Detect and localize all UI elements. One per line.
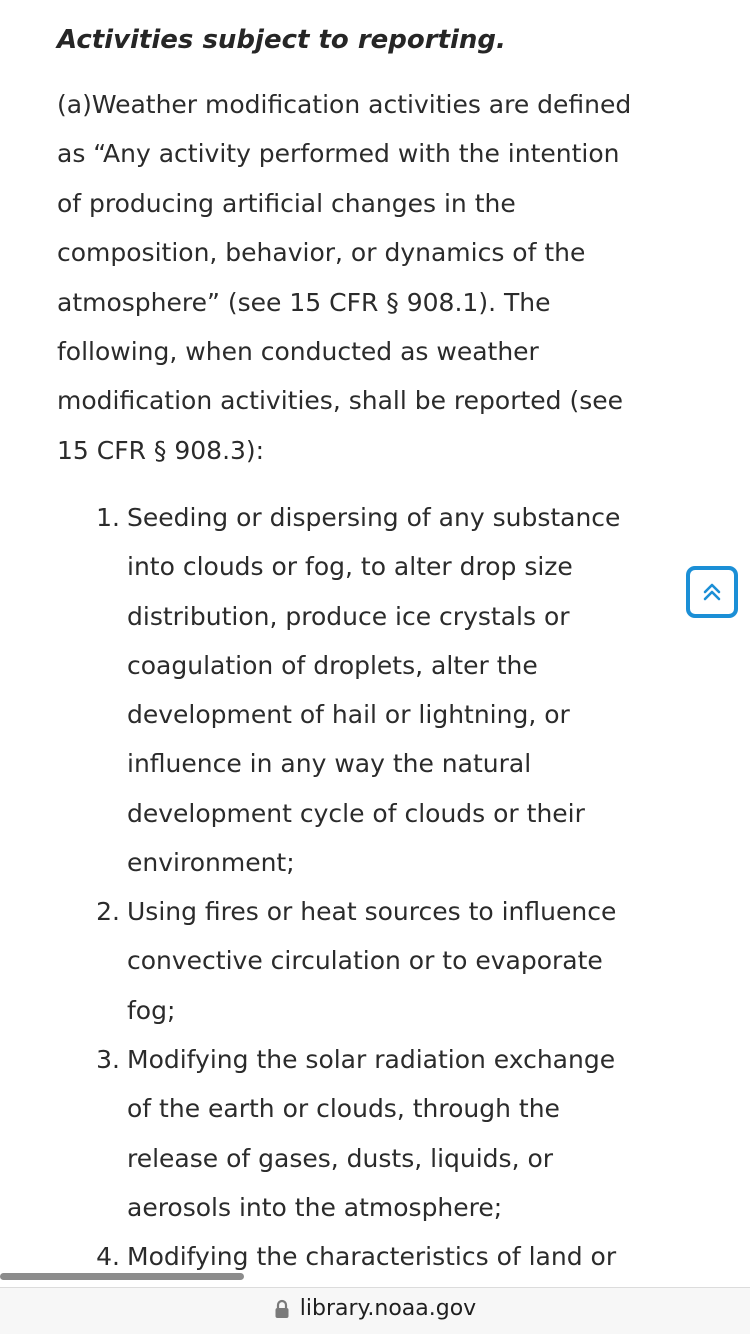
double-chevron-up-icon xyxy=(700,580,724,604)
paragraph-line: as “Any activity performed with the intention xyxy=(57,139,620,169)
paragraph-line: following, when conducted as weather xyxy=(57,337,539,367)
list-item-text xyxy=(127,493,707,887)
list-item-line: Modifying the characteristics of land or xyxy=(127,1242,617,1271)
list-item-text xyxy=(127,887,707,1035)
list-item-number: 4. xyxy=(96,1242,120,1271)
section-heading: Activities subject to reporting. xyxy=(57,25,506,55)
address-bar-content xyxy=(0,1296,750,1321)
paragraph-line: of producing artificial changes in the xyxy=(57,188,516,218)
list-item-line: environment; xyxy=(127,848,295,878)
list-item-line: of the earth or clouds, through the xyxy=(127,1094,560,1124)
list-item-line: release of gases, dusts, liquids, or xyxy=(127,1143,554,1173)
paragraph-line: 15 CFR § 908.3): xyxy=(57,435,265,465)
list-item-text xyxy=(127,1035,707,1232)
paragraph-line: atmosphere” (see 15 CFR § 908.1). The xyxy=(57,287,551,317)
scroll-to-top-button[interactable] xyxy=(686,566,738,618)
paragraph-line: modification activities, shall be reported (see xyxy=(57,386,624,416)
list-item-line: distribution, produce ice crystals or xyxy=(127,601,570,631)
lock-icon xyxy=(274,1298,290,1320)
intro-paragraph xyxy=(57,80,727,475)
address-bar[interactable] xyxy=(0,1287,750,1334)
list-item-number: 1. xyxy=(96,503,120,532)
list-item-line: coagulation of droplets, alter the xyxy=(127,650,538,680)
list-item-line: development cycle of clouds or their xyxy=(127,798,585,828)
list-item-number: 2. xyxy=(96,897,120,926)
list-item-line: Modifying the solar radiation exchange xyxy=(127,1045,616,1074)
list-item-line: into clouds or fog, to alter drop size xyxy=(127,552,573,582)
list-item-line: aerosols into the atmosphere; xyxy=(127,1192,503,1222)
list-item-line: fog; xyxy=(127,995,176,1025)
paragraph-line: composition, behavior, or dynamics of the xyxy=(57,238,586,268)
list-item-line: Seeding or dispersing of any substance xyxy=(127,503,621,532)
list-item-line: convective circulation or to evaporate xyxy=(127,946,603,976)
list-item-line: development of hail or lightning, or xyxy=(127,700,570,730)
horizontal-scrollbar[interactable] xyxy=(0,1273,244,1280)
list-item-line: Using fires or heat sources to influence xyxy=(127,897,617,926)
list-item-line: influence in any way the natural xyxy=(127,749,532,779)
paragraph-line: (a)Weather modification activities are defined xyxy=(57,90,632,119)
list-item-number: 3. xyxy=(96,1045,120,1074)
address-bar-url: library.noaa.gov xyxy=(299,1296,477,1321)
